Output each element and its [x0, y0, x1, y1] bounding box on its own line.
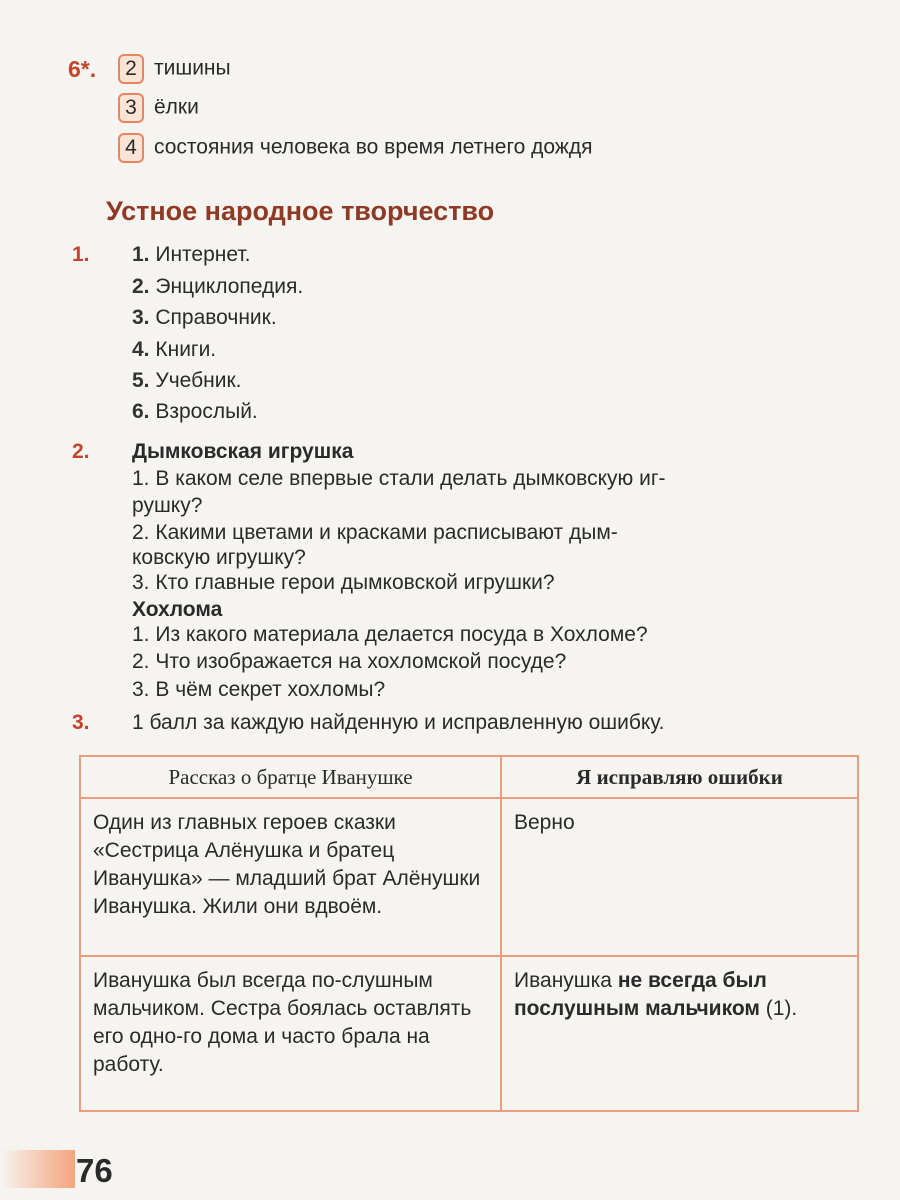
question-text: 1. Из какого материала делается посуда в Хохломе?	[132, 623, 648, 646]
task-number: 1.	[72, 243, 90, 266]
badge: 2	[118, 54, 144, 84]
answer-text: ёлки	[154, 95, 199, 119]
badge: 4	[118, 133, 144, 163]
question-line	[132, 495, 202, 516]
task-number: 3.	[72, 711, 90, 734]
section-title: Устное народное творчество	[106, 196, 495, 226]
answer-text: состояния человека во время летнего дождя	[154, 135, 593, 159]
page-number: 76	[76, 1152, 113, 1189]
task-number: 6*.	[68, 56, 97, 82]
table-row	[80, 956, 858, 1111]
answer-line	[118, 133, 593, 163]
list-item	[132, 244, 251, 265]
question-line	[132, 547, 306, 568]
cell-text-bold: не всегда был послушным мальчиком	[514, 969, 767, 1020]
item-text: Энциклопедия.	[155, 275, 304, 298]
answer-line	[118, 93, 199, 123]
item-number: 5.	[132, 369, 150, 392]
table-cell	[501, 956, 858, 1111]
table-cell: Иванушка был всегда по-слушным мальчиком. Сестра боялась оставлять его одно-го дома и часто брала на работу.	[80, 956, 501, 1111]
cell-text: (1).	[759, 997, 798, 1020]
cell-text: Иванушка	[514, 969, 618, 992]
question-text: 3. Кто главные герои дымковской игрушки?	[132, 571, 555, 594]
list-item	[132, 339, 216, 360]
question-line	[132, 522, 618, 543]
answer-text: тишины	[154, 56, 231, 80]
question-line	[132, 679, 385, 700]
question-line	[132, 468, 665, 489]
task-number: 2.	[72, 440, 90, 463]
item-text: Интернет.	[155, 243, 251, 266]
table-cell	[501, 798, 858, 956]
errors-table	[79, 755, 859, 1112]
item-number: 3.	[132, 306, 150, 329]
subheading: Дымковская игрушка	[132, 440, 354, 463]
item-text: Учебник.	[155, 369, 242, 392]
subheading: Хохлома	[132, 598, 223, 621]
table-header: Рассказ о братце Иванушке	[80, 756, 501, 798]
item-text: Взрослый.	[155, 400, 258, 423]
question-line	[132, 651, 566, 672]
table-cell: Один из главных героев сказки «Сестрица Алёнушка и братец Иванушка» — младший брат Алёнушки Иванушка. Жили они вдвоём.	[80, 798, 501, 956]
list-item	[132, 276, 303, 297]
answer-line	[118, 54, 231, 84]
item-number: 1.	[132, 243, 150, 266]
table-header: Я исправляю ошибки	[501, 756, 858, 798]
item-text: Справочник.	[155, 306, 277, 329]
question-line	[132, 572, 555, 593]
question-text: 2. Какими цветами и красками расписывают дым-	[132, 521, 618, 544]
question-text: 1. В каком селе впервые стали делать дымковскую иг-	[132, 467, 666, 490]
question-text: ковскую игрушку?	[132, 546, 306, 569]
question-text: 2. Что изображается на хохломской посуде?	[132, 650, 567, 673]
question-text: 3. В чём секрет хохломы?	[132, 678, 386, 701]
list-item	[132, 370, 241, 391]
question-line	[132, 624, 648, 645]
item-number: 2.	[132, 275, 150, 298]
page-number-bar	[0, 1150, 75, 1188]
badge: 3	[118, 93, 144, 123]
question-text: рушку?	[132, 494, 203, 517]
item-number: 4.	[132, 338, 150, 361]
list-item	[132, 401, 258, 422]
task-text: 1 балл за каждую найденную и исправленную ошибку.	[132, 711, 665, 734]
list-item	[132, 307, 277, 328]
item-number: 6.	[132, 400, 150, 423]
table-row	[80, 798, 858, 956]
item-text: Книги.	[155, 338, 217, 361]
cell-text: Верно	[514, 811, 575, 834]
